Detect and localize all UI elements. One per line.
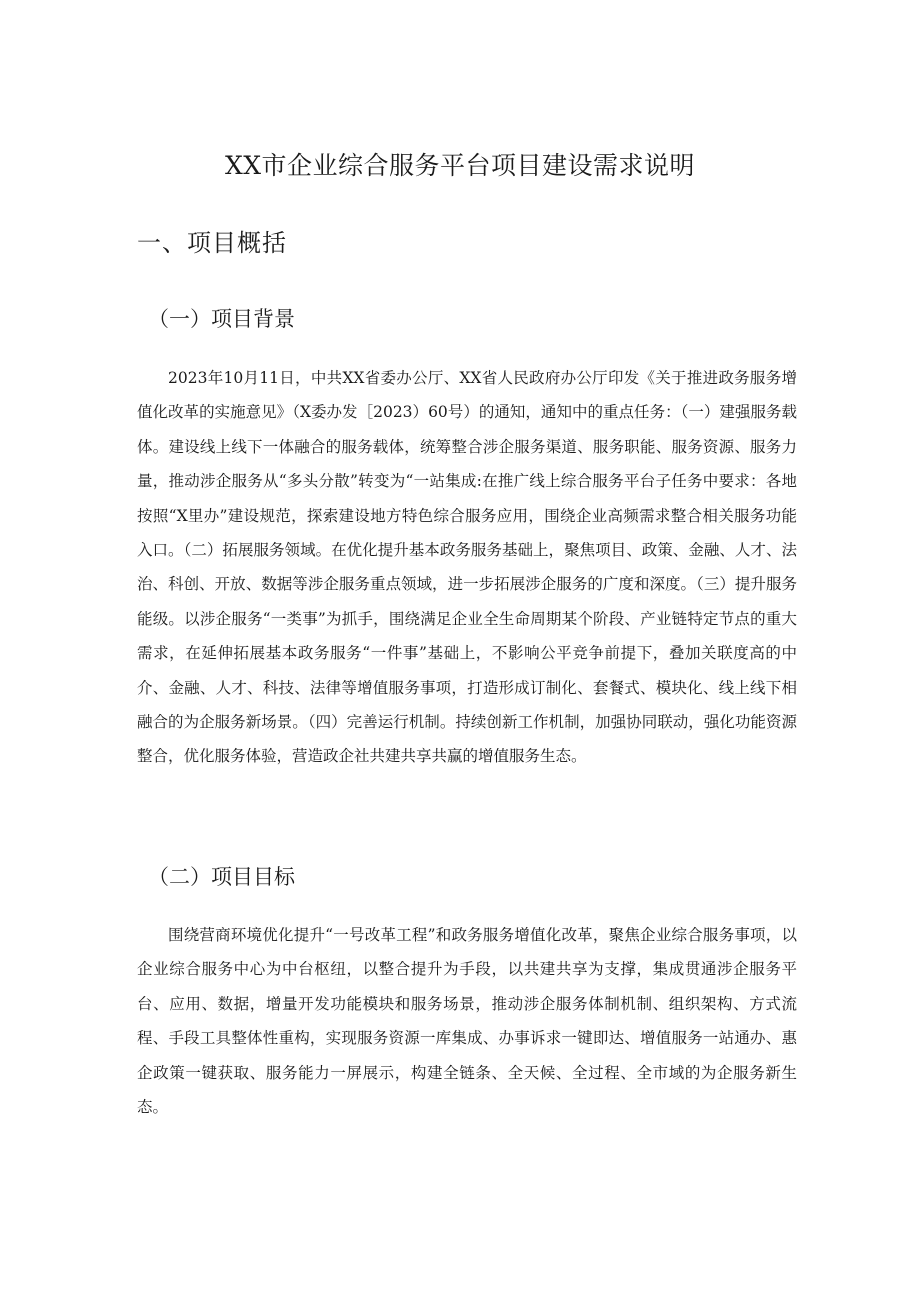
paragraph-background: 2023年10月11日，中共XX省委办公厅、XX省人民政府办公厅印发《关于推进政务服务增值化改革的实施意见》（X委办发［2023）60号）的通知，通知中的重点任务：（一）建强服务载体。建设线上线下一体融合的服务载体，统筹整合涉企服务渠道、服务职能、服务资源、服务力量，推动涉企服务从“多头分散”转变为“一站集成:在推广线上综合服务平台子任务中要求：各地按照“X里办”建设规范，探索建设地方特色综合服务应用，围绕企业高频需求整合相关服务功能入口。（二）拓展服务领域。在优化提升基本政务服务基础上，聚焦项目、政策、金融、人才、法治、科创、开放、数据等涉企服务重点领域，进一步拓展涉企服务的广度和深度。（三）提升服务能级。以涉企服务“一类事”为抓手，围绕满足企业全生命周期某个阶段、产业链特定节点的重大需求，在延伸拓展基本政务服务“一件事”基础上，不影响公平竞争前提下，叠加关联度高的中介、金融、人才、科技、法律等增值服务事项，打造形成订制化、套餐式、模块化、线上线下相融合的为企服务新场景。（四）完善运行机制。持续创新工作机制，加强协同联动，强化功能资源整合，优化服务体验，营造政企社共建共享共赢的增值服务生态。 <box>137 369 797 766</box>
subsection-heading-background: （一）项目背景 <box>148 307 295 331</box>
section-heading-overview: 一、项目概括 <box>137 229 287 257</box>
subsection-heading-goals: （二）项目目标 <box>148 865 295 889</box>
document-title: XX市企业综合服务平台项目建设需求说明 <box>224 151 696 180</box>
paragraph-goals: 围绕营商环境优化提升“一号改革工程”和政务服务增值化改革，聚焦企业综合服务事项，以企业综合服务中心为中台枢纽，以整合提升为手段，以共建共享为支撑，集成贯通涉企服务平台、应用、数据，增量开发功能模块和服务场景，推动涉企服务体制机制、组织架构、方式流程、手段工具整体性重构，实现服务资源一库集成、办事诉求一键即达、增值服务一站通办、惠企政策一键获取、服务能力一屏展示，构建全链条、全天候、全过程、全市域的为企服务新生态。 <box>137 926 797 1117</box>
